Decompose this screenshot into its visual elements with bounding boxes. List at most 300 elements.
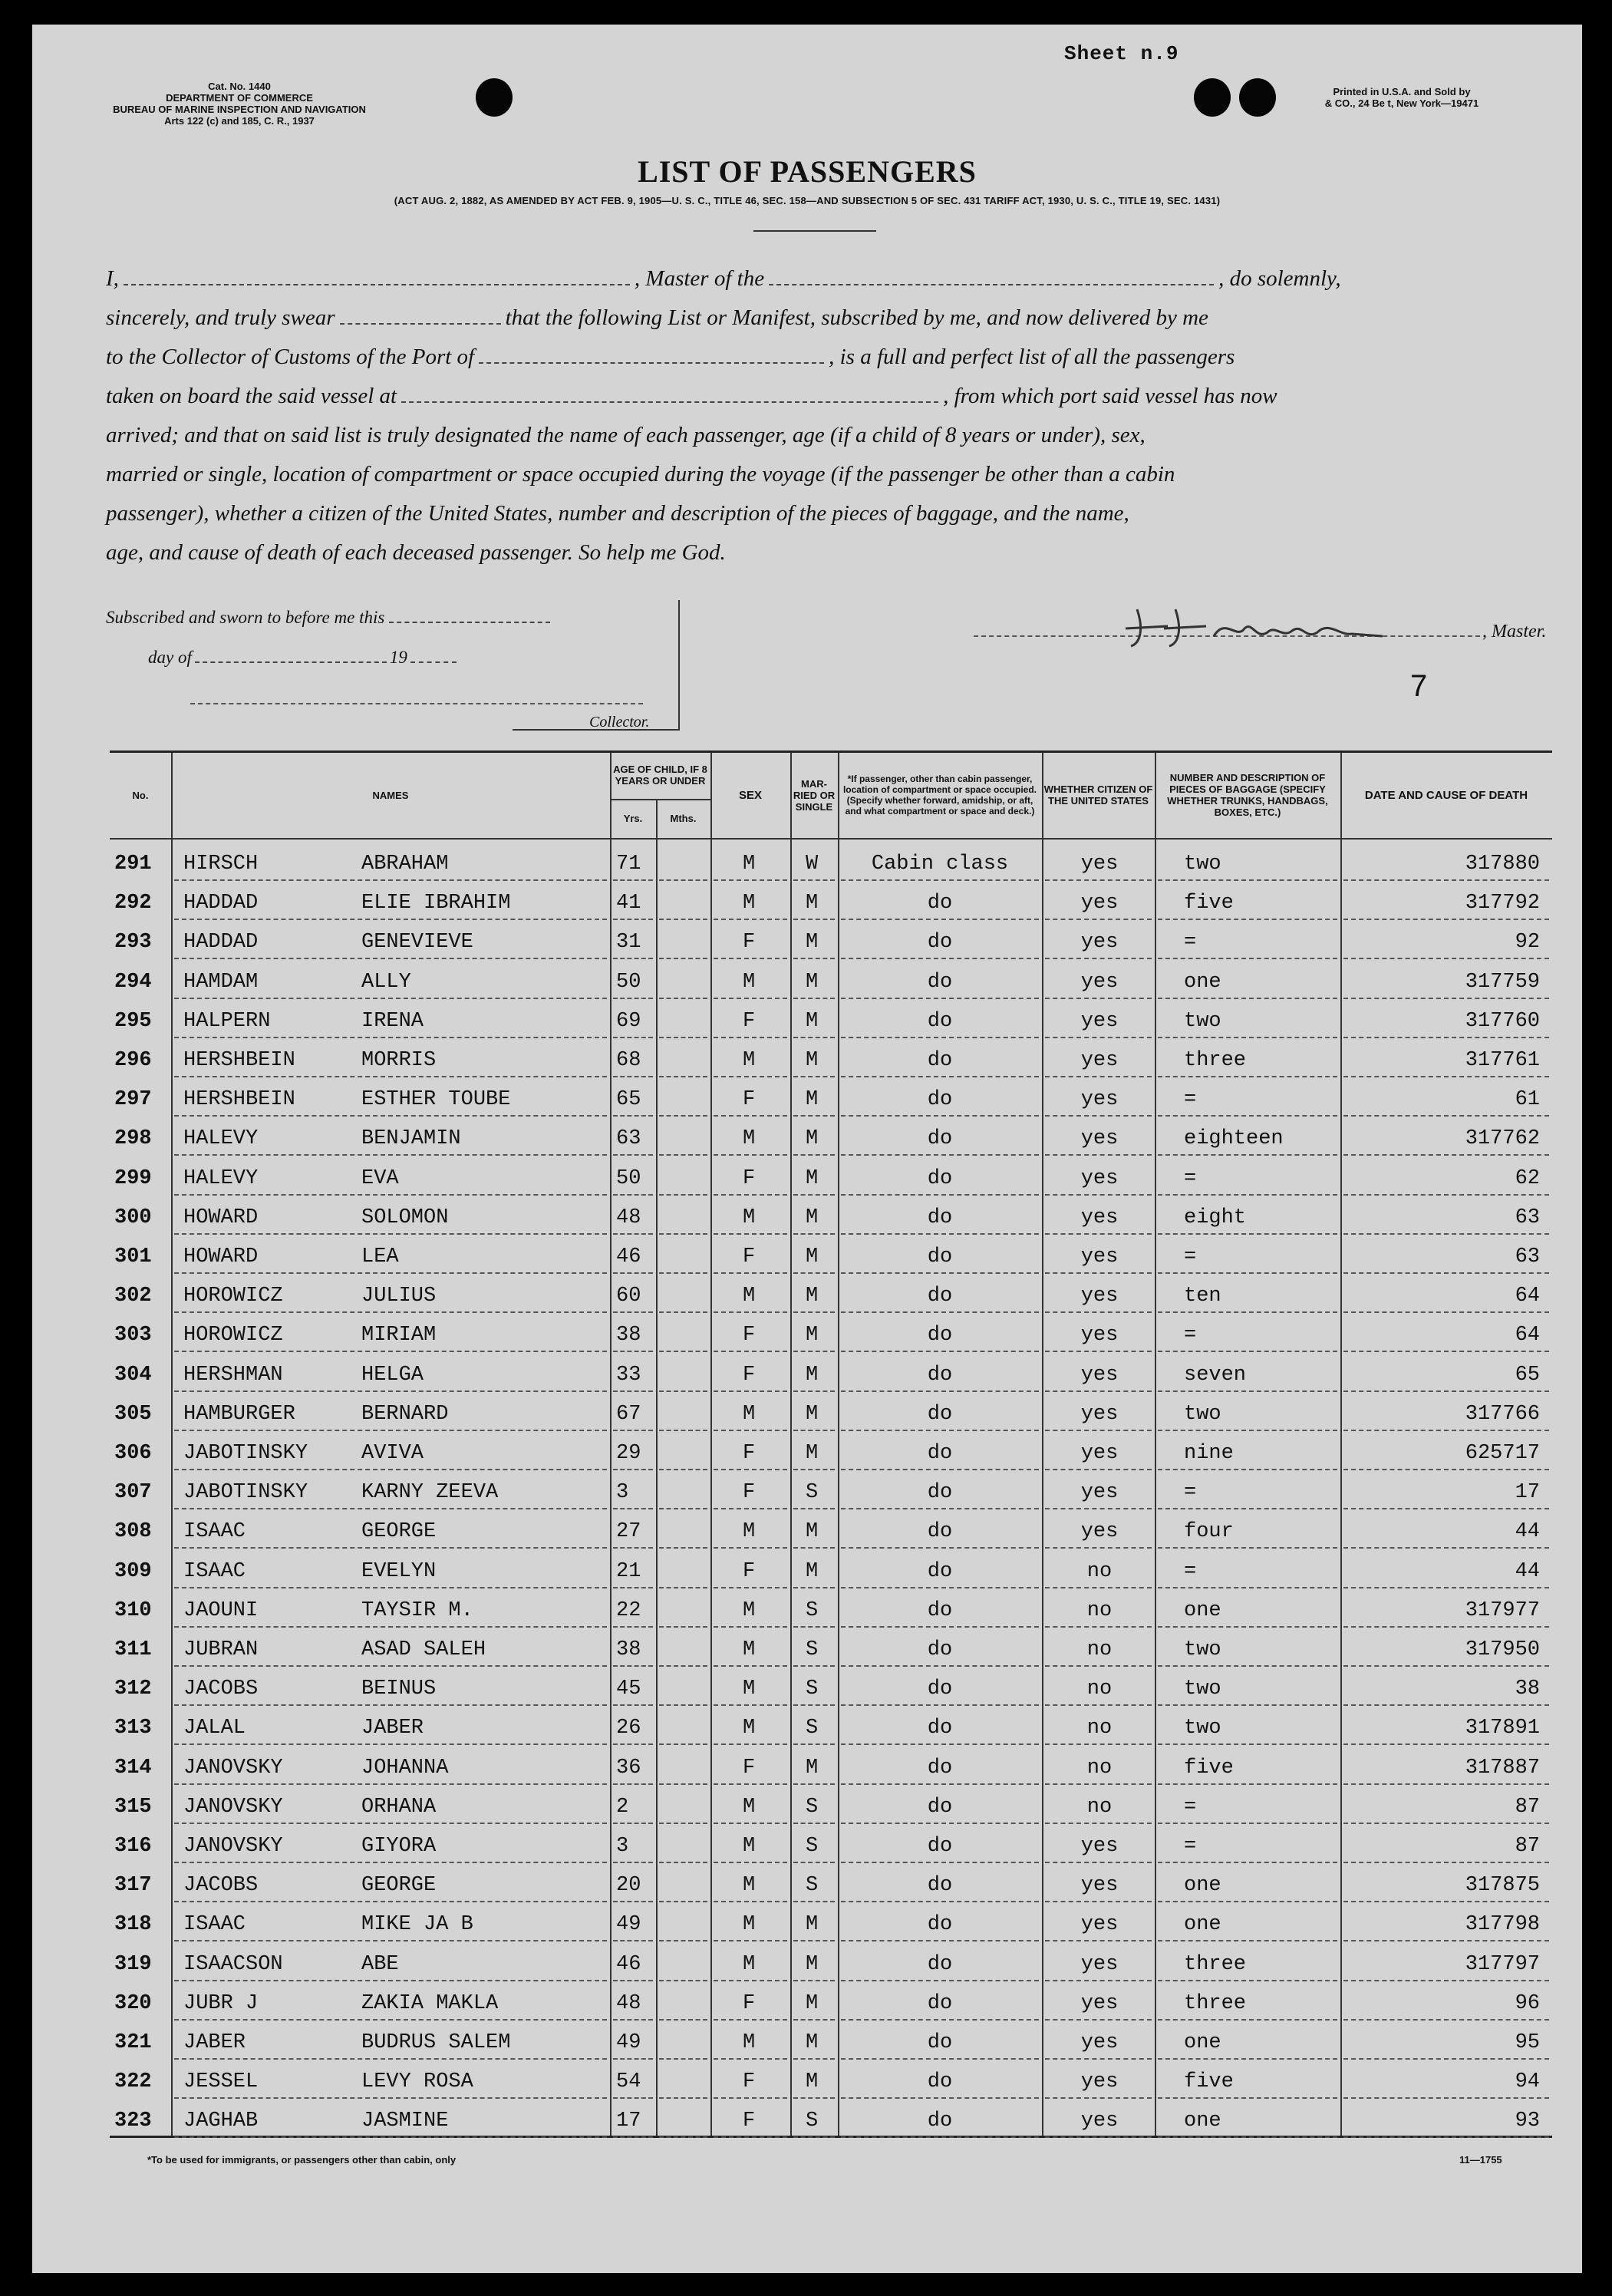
cell-age: 68: [616, 1049, 641, 1072]
cell-surname: JANOVSKY: [183, 1795, 283, 1819]
cell-surname: HALPERN: [183, 1009, 271, 1033]
cell-marital-status: S: [806, 2110, 819, 2133]
cell-marital-status: M: [806, 970, 819, 994]
row-underline: [793, 2136, 835, 2138]
table-row: [110, 1431, 1552, 1470]
cell-surname: HOROWICZ: [183, 1324, 283, 1348]
cell-sex: M: [743, 1638, 756, 1661]
cell-marital-status: M: [806, 1009, 819, 1033]
cell-marital-status: M: [806, 1559, 819, 1583]
cell-death: 44: [1515, 1520, 1540, 1544]
cell-citizen: yes: [1080, 1991, 1119, 2015]
table-row: [110, 1628, 1552, 1667]
cell-marital-status: W: [806, 853, 819, 876]
cell-no: 296: [114, 1049, 152, 1072]
cell-death: 64: [1515, 1285, 1540, 1308]
page-subtitle: (ACT AUG. 2, 1882, AS AMENDED BY ACT FEB. 9, 1905—U. S. C., TITLE 46, SEC. 158—AND SUBSECTION 5 OF SEC. 431 TARIFF ACT, 1930, U. S. C., TITLE 19, SEC. 1431): [394, 195, 1221, 206]
cell-compartment: do: [927, 2070, 953, 2094]
cell-given-name: IRENA: [361, 1009, 424, 1033]
cell-citizen: yes: [1080, 1009, 1119, 1033]
cell-compartment: do: [927, 1717, 953, 1740]
cell-age: 54: [616, 2070, 641, 2094]
cell-surname: JANOVSKY: [183, 1835, 283, 1858]
cell-sex: M: [743, 1520, 756, 1544]
cell-age: 49: [616, 2031, 641, 2054]
cell-marital-status: M: [806, 2031, 819, 2054]
table-row: [110, 2099, 1552, 2138]
cell-death: 317761: [1465, 1049, 1540, 1072]
cell-age: 60: [616, 1285, 641, 1308]
cell-compartment: do: [927, 1088, 953, 1112]
cell-surname: JABOTINSKY: [183, 1442, 308, 1465]
cell-surname: HALEVY: [183, 1166, 259, 1190]
master-label: , Master.: [1482, 622, 1547, 642]
cell-death: 625717: [1465, 1442, 1540, 1465]
cell-citizen: yes: [1080, 1874, 1119, 1898]
cell-surname: JALAL: [183, 1717, 246, 1740]
cell-baggage: three: [1184, 1991, 1247, 2015]
table-row: [110, 1706, 1552, 1745]
cell-citizen: no: [1086, 1638, 1113, 1661]
cell-no: 292: [114, 892, 152, 915]
cell-sex: M: [743, 853, 756, 876]
cell-age: 50: [616, 970, 641, 994]
cell-age: 67: [616, 1402, 641, 1426]
cell-death: 317766: [1465, 1402, 1540, 1426]
cell-compartment: do: [927, 2110, 953, 2133]
cell-sex: F: [743, 1088, 756, 1112]
cell-baggage: =: [1184, 1324, 1197, 1348]
table-row: [110, 920, 1552, 959]
cell-compartment: do: [927, 1874, 953, 1898]
cell-age: 26: [616, 1717, 641, 1740]
cell-citizen: yes: [1080, 1442, 1119, 1465]
cell-compartment: do: [927, 1677, 953, 1701]
cell-no: 300: [114, 1206, 152, 1229]
header-compartment: *If passenger, other than cabin passenger, location of compartment or space occupied. (Specify whether forward, amidship, or aft, and what compartment or space and deck.): [842, 774, 1037, 816]
cell-compartment: do: [927, 1795, 953, 1819]
cell-citizen: yes: [1080, 931, 1119, 955]
printer-credit: Printed in U.S.A. and Sold by & CO., 24 Be t, New York—19471: [1324, 86, 1479, 109]
cell-age: 48: [616, 1991, 641, 2015]
cell-citizen: yes: [1080, 1324, 1119, 1348]
cell-marital-status: M: [806, 1088, 819, 1112]
passenger-list-sheet: [32, 25, 1582, 2273]
cell-surname: HOWARD: [183, 1245, 259, 1268]
cell-compartment: do: [927, 1285, 953, 1308]
table-row: [110, 1549, 1552, 1588]
cell-sex: F: [743, 2110, 756, 2133]
cell-baggage: two: [1184, 1009, 1221, 1033]
cell-no: 322: [114, 2070, 152, 2094]
passenger-table: [110, 750, 1552, 2138]
cell-baggage: five: [1184, 892, 1234, 915]
cell-given-name: KARNY ZEEVA: [361, 1481, 499, 1505]
cell-baggage: four: [1184, 1520, 1234, 1544]
cell-surname: HADDAD: [183, 892, 259, 915]
cell-citizen: yes: [1080, 1913, 1119, 1937]
cell-death: 317891: [1465, 1717, 1540, 1740]
cell-compartment: do: [927, 1598, 953, 1622]
cell-given-name: GIYORA: [361, 1835, 437, 1858]
cell-baggage: =: [1184, 1166, 1197, 1190]
cell-death: 317759: [1465, 970, 1540, 994]
cell-no: 310: [114, 1598, 152, 1622]
cell-citizen: no: [1086, 1598, 1113, 1622]
cell-age: 33: [616, 1363, 641, 1387]
table-row: [110, 1863, 1552, 1902]
cell-age: 38: [616, 1638, 641, 1661]
cell-citizen: yes: [1080, 1049, 1119, 1072]
cell-given-name: MIRIAM: [361, 1324, 437, 1348]
cell-surname: HOWARD: [183, 1206, 259, 1229]
cell-compartment: do: [927, 1206, 953, 1229]
cell-death: 38: [1515, 1677, 1540, 1701]
handwritten-mark: 7: [1410, 669, 1428, 703]
cell-citizen: yes: [1080, 1206, 1119, 1229]
cell-death: 62: [1515, 1166, 1540, 1190]
cell-marital-status: M: [806, 1206, 819, 1229]
cell-age: 41: [616, 892, 641, 915]
cell-death: 317798: [1465, 1913, 1540, 1937]
cell-no: 312: [114, 1677, 152, 1701]
cell-surname: HAMDAM: [183, 970, 259, 994]
cell-sex: M: [743, 1874, 756, 1898]
header-years: Yrs.: [623, 812, 643, 824]
cell-given-name: BEINUS: [361, 1677, 437, 1701]
header-baggage: NUMBER AND DESCRIPTION OF PIECES OF BAGGAGE (SPECIFY WHETHER TRUNKS, HANDBAGS, BOXES, ETC.): [1167, 772, 1328, 818]
cell-baggage: five: [1184, 2070, 1234, 2094]
cell-marital-status: S: [806, 1677, 819, 1701]
cell-surname: ISAACSON: [183, 1952, 283, 1976]
cell-compartment: do: [927, 1638, 953, 1661]
row-underline: [714, 2136, 787, 2138]
cell-citizen: no: [1086, 1559, 1113, 1583]
cell-no: 321: [114, 2031, 152, 2054]
table-row: [110, 1117, 1552, 1156]
row-underline: [613, 2136, 653, 2138]
cell-no: 313: [114, 1717, 152, 1740]
cell-compartment: do: [927, 1952, 953, 1976]
cell-marital-status: M: [806, 931, 819, 955]
cell-death: 63: [1515, 1245, 1540, 1268]
cell-given-name: JASMINE: [361, 2110, 449, 2133]
cell-given-name: BENJAMIN: [361, 1127, 461, 1151]
cell-sex: F: [743, 2070, 756, 2094]
cell-baggage: five: [1184, 1756, 1234, 1780]
cell-death: 317950: [1465, 1638, 1540, 1661]
cell-no: 306: [114, 1442, 152, 1465]
cell-age: 3: [616, 1481, 629, 1505]
table-row: [110, 1077, 1552, 1117]
cell-sex: F: [743, 1363, 756, 1387]
cell-sex: M: [743, 2031, 756, 2054]
cell-surname: JESSEL: [183, 2070, 259, 2094]
cell-death: 317797: [1465, 1952, 1540, 1976]
cell-sex: M: [743, 970, 756, 994]
cell-surname: ISAAC: [183, 1520, 246, 1544]
cell-citizen: no: [1086, 1717, 1113, 1740]
cell-marital-status: S: [806, 1717, 819, 1740]
table-row: [110, 1353, 1552, 1392]
cell-marital-status: M: [806, 1049, 819, 1072]
cell-surname: HALEVY: [183, 1127, 259, 1151]
cell-baggage: eighteen: [1184, 1127, 1284, 1151]
cell-given-name: BERNARD: [361, 1402, 449, 1426]
cell-no: 301: [114, 1245, 152, 1268]
cell-sex: M: [743, 1717, 756, 1740]
cell-given-name: ASAD SALEH: [361, 1638, 486, 1661]
header-age: AGE OF CHILD, IF 8 YEARS OR UNDER: [613, 764, 707, 787]
cell-given-name: TAYSIR M.: [361, 1598, 473, 1622]
cell-compartment: do: [927, 1363, 953, 1387]
cell-citizen: yes: [1080, 1363, 1119, 1387]
cell-no: 318: [114, 1913, 152, 1937]
cell-citizen: yes: [1080, 1481, 1119, 1505]
cell-no: 294: [114, 970, 152, 994]
footnote: *To be used for immigrants, or passengers other than cabin, only: [147, 2154, 457, 2166]
table-row: [110, 1981, 1552, 2021]
cell-baggage: =: [1184, 1835, 1197, 1858]
cell-citizen: yes: [1080, 970, 1119, 994]
cell-baggage: eight: [1184, 1206, 1247, 1229]
cell-sex: M: [743, 1049, 756, 1072]
cell-age: 45: [616, 1677, 641, 1701]
table-row: [110, 1667, 1552, 1706]
cell-compartment: do: [927, 931, 953, 955]
table-row: [110, 1156, 1552, 1196]
cell-compartment: do: [927, 1991, 953, 2015]
cell-baggage: nine: [1184, 1442, 1234, 1465]
cell-surname: ISAAC: [183, 1913, 246, 1937]
cell-marital-status: M: [806, 1913, 819, 1937]
cell-compartment: do: [927, 1127, 953, 1151]
cell-death: 93: [1515, 2110, 1540, 2133]
cell-sex: F: [743, 1324, 756, 1348]
cell-death: 87: [1515, 1795, 1540, 1819]
cell-baggage: =: [1184, 931, 1197, 955]
row-underline: [1158, 2136, 1337, 2138]
cell-given-name: GEORGE: [361, 1874, 437, 1898]
cell-marital-status: M: [806, 1952, 819, 1976]
cell-given-name: ALLY: [361, 970, 411, 994]
cell-given-name: MIKE JA B: [361, 1913, 473, 1937]
cell-no: 297: [114, 1088, 152, 1112]
cell-no: 323: [114, 2110, 152, 2133]
cell-surname: JANOVSKY: [183, 1756, 283, 1780]
cell-compartment: do: [927, 892, 953, 915]
cell-given-name: ELIE IBRAHIM: [361, 892, 511, 915]
cell-no: 308: [114, 1520, 152, 1544]
cell-given-name: MORRIS: [361, 1049, 437, 1072]
cell-given-name: SOLOMON: [361, 1206, 449, 1229]
cell-baggage: two: [1184, 1402, 1221, 1426]
cell-death: 61: [1515, 1088, 1540, 1112]
collector-label: Collector.: [589, 714, 650, 731]
header-no: No.: [132, 789, 149, 801]
cell-no: 309: [114, 1559, 152, 1583]
cell-marital-status: M: [806, 2070, 819, 2094]
cell-no: 317: [114, 1874, 152, 1898]
cell-no: 319: [114, 1952, 152, 1976]
table-row: [110, 1196, 1552, 1235]
cell-age: 38: [616, 1324, 641, 1348]
cell-compartment: do: [927, 1402, 953, 1426]
cell-given-name: EVA: [361, 1166, 399, 1190]
cell-compartment: do: [927, 1245, 953, 1268]
cell-death: 63: [1515, 1206, 1540, 1229]
cell-compartment: do: [927, 970, 953, 994]
cell-baggage: three: [1184, 1952, 1247, 1976]
punch-hole: [1239, 78, 1276, 117]
cell-sex: M: [743, 1285, 756, 1308]
cell-death: 17: [1515, 1481, 1540, 1505]
cell-no: 320: [114, 1991, 152, 2015]
cell-citizen: no: [1086, 1756, 1113, 1780]
cell-death: 44: [1515, 1559, 1540, 1583]
title-divider: [753, 230, 876, 232]
cell-sex: M: [743, 1206, 756, 1229]
cell-age: 20: [616, 1874, 641, 1898]
cell-marital-status: S: [806, 1638, 819, 1661]
cell-citizen: yes: [1080, 892, 1119, 915]
header-married: MAR-RIED OR SINGLE: [793, 777, 836, 813]
cell-surname: HAMBURGER: [183, 1402, 295, 1426]
cell-no: 311: [114, 1638, 152, 1661]
cell-no: 307: [114, 1481, 152, 1505]
cell-marital-status: M: [806, 1520, 819, 1544]
oath-paragraph: I, , Master of the , do solemnly, sincerely, and truly swear that the following List or Manifest, subscribed by me, and now delivered by me to the Collector of Customs of the Port of , is a full and perfect list of all the passengers taken on board the said vessel at , from which port said vessel has now arrived; and that on said list is truly designated the name of each passenger, age (if a child of 8 years or under), sex, married or single, location of compartment or space occupied during the voyage (if the passenger be other than a cabin passenger), whether a citizen of the United States, number and description of the pieces of baggage, and the name, age, and cause of death of each deceased passenger. So help me God.: [106, 266, 1341, 565]
cell-age: 65: [616, 1088, 641, 1112]
cell-surname: JABOTINSKY: [183, 1481, 308, 1505]
cell-surname: JAGHAB: [183, 2110, 259, 2133]
cell-surname: JUBR J: [183, 1991, 259, 2015]
form-number-block: Cat. No. 1440 DEPARTMENT OF COMMERCE BUREAU OF MARINE INSPECTION AND NAVIGATION Arts 122 (c) and 185, C. R., 1937: [113, 81, 366, 127]
table-row: [110, 1470, 1552, 1509]
cell-baggage: one: [1184, 2031, 1221, 2054]
cell-sex: F: [743, 1756, 756, 1780]
cell-surname: JABER: [183, 2031, 246, 2054]
cell-age: 50: [616, 1166, 641, 1190]
cell-baggage: =: [1184, 1559, 1197, 1583]
header-months: Mths.: [670, 812, 697, 824]
row-underline: [1343, 2136, 1549, 2138]
cell-no: 302: [114, 1285, 152, 1308]
cell-sex: F: [743, 1559, 756, 1583]
cell-compartment: do: [927, 1009, 953, 1033]
cell-sex: F: [743, 1442, 756, 1465]
cell-sex: M: [743, 1835, 756, 1858]
cell-marital-status: S: [806, 1795, 819, 1819]
cell-death: 317875: [1465, 1874, 1540, 1898]
header-death: DATE AND CAUSE OF DEATH: [1364, 788, 1528, 802]
cell-age: 36: [616, 1756, 641, 1780]
cell-baggage: one: [1184, 2110, 1221, 2133]
cell-no: 303: [114, 1324, 152, 1348]
header-citizen: WHETHER CITIZEN OF THE UNITED STATES: [1043, 783, 1153, 807]
cell-age: 46: [616, 1245, 641, 1268]
cell-baggage: two: [1184, 1638, 1221, 1661]
table-row: [110, 842, 1552, 881]
cell-age: 17: [616, 2110, 641, 2133]
cell-death: 317792: [1465, 892, 1540, 915]
cell-citizen: yes: [1080, 1402, 1119, 1426]
table-row: [110, 1274, 1552, 1313]
cell-marital-status: M: [806, 1127, 819, 1151]
cell-citizen: no: [1086, 1795, 1113, 1819]
table-row: [110, 1785, 1552, 1824]
cell-age: 48: [616, 1206, 641, 1229]
cell-given-name: LEVY ROSA: [361, 2070, 473, 2094]
cell-age: 3: [616, 1835, 629, 1858]
cell-compartment: do: [927, 1559, 953, 1583]
cell-given-name: ESTHER TOUBE: [361, 1088, 511, 1112]
header-sex: SEX: [738, 788, 762, 802]
table-row: [110, 1235, 1552, 1274]
cell-citizen: yes: [1080, 1520, 1119, 1544]
cell-sex: F: [743, 1245, 756, 1268]
cell-baggage: one: [1184, 1874, 1221, 1898]
cell-surname: HOROWICZ: [183, 1285, 283, 1308]
cell-no: 305: [114, 1402, 152, 1426]
cell-marital-status: M: [806, 1166, 819, 1190]
cell-citizen: yes: [1080, 2070, 1119, 2094]
cell-citizen: yes: [1080, 1127, 1119, 1151]
cell-no: 304: [114, 1363, 152, 1387]
cell-citizen: yes: [1080, 2031, 1119, 2054]
cell-death: 94: [1515, 2070, 1540, 2094]
cell-surname: JACOBS: [183, 1874, 259, 1898]
cell-surname: JUBRAN: [183, 1638, 259, 1661]
cell-death: 317977: [1465, 1598, 1540, 1622]
cell-citizen: yes: [1080, 1285, 1119, 1308]
cell-baggage: =: [1184, 1481, 1197, 1505]
sworn-block: Subscribed and sworn to before me this day of 19 Collector.: [106, 600, 689, 757]
cell-citizen: yes: [1080, 1088, 1119, 1112]
cell-sex: M: [743, 1913, 756, 1937]
cell-sex: M: [743, 1795, 756, 1819]
cell-age: 69: [616, 1009, 641, 1033]
cell-marital-status: S: [806, 1874, 819, 1898]
cell-marital-status: M: [806, 1324, 819, 1348]
cell-given-name: JABER: [361, 1717, 424, 1740]
cell-given-name: ABRAHAM: [361, 853, 449, 876]
cell-given-name: GEORGE: [361, 1520, 437, 1544]
table-row: [110, 1038, 1552, 1077]
cell-marital-status: M: [806, 1363, 819, 1387]
cell-sex: F: [743, 1009, 756, 1033]
cell-baggage: two: [1184, 853, 1221, 876]
table-row: [110, 2060, 1552, 2099]
cell-baggage: ten: [1184, 1285, 1221, 1308]
cell-surname: HERSHBEIN: [183, 1088, 295, 1112]
cell-given-name: ZAKIA MAKLA: [361, 1991, 499, 2015]
cell-given-name: AVIVA: [361, 1442, 424, 1465]
table-row: [110, 881, 1552, 920]
cell-death: 317887: [1465, 1756, 1540, 1780]
cell-surname: HADDAD: [183, 931, 259, 955]
table-row: [110, 1902, 1552, 1941]
cell-death: 87: [1515, 1835, 1540, 1858]
cell-given-name: ABE: [361, 1952, 399, 1976]
cell-surname: JAOUNI: [183, 1598, 259, 1622]
cell-no: 314: [114, 1756, 152, 1780]
table-row: [110, 1509, 1552, 1549]
cell-death: 317880: [1465, 853, 1540, 876]
cell-citizen: yes: [1080, 1952, 1119, 1976]
cell-surname: HERSHMAN: [183, 1363, 283, 1387]
cell-marital-status: M: [806, 892, 819, 915]
